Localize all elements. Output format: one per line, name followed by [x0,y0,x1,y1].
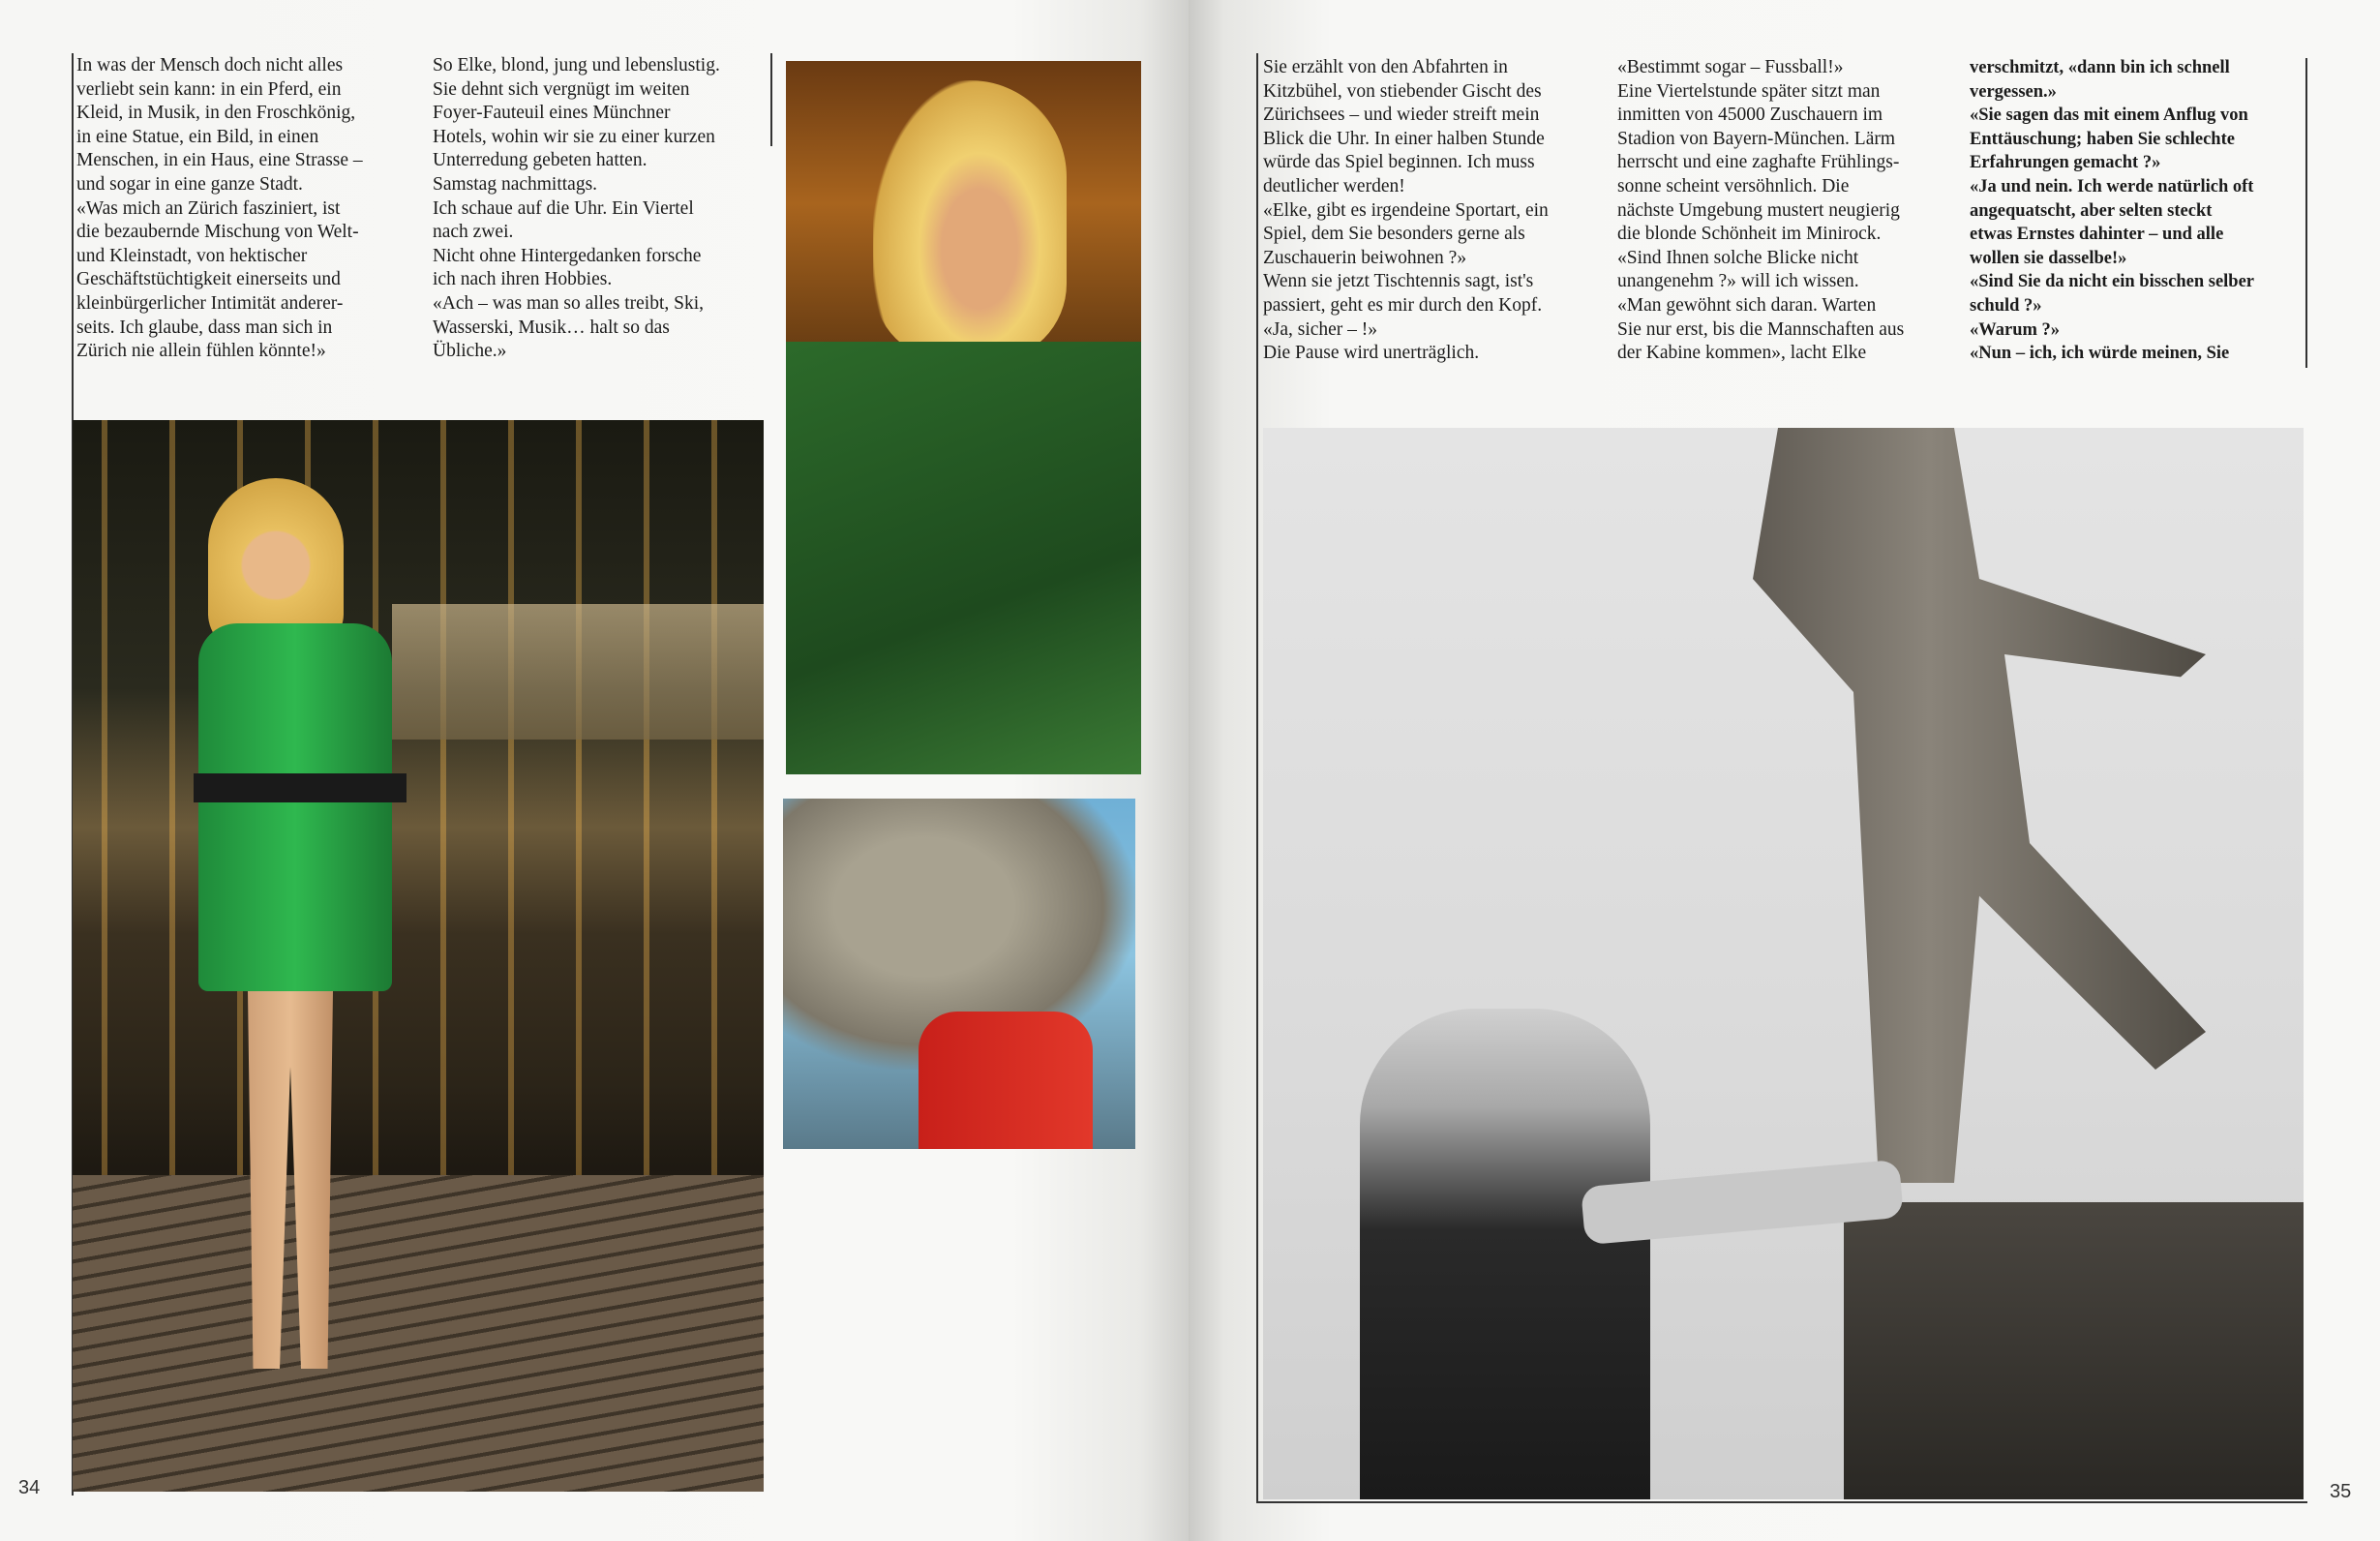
text-column [1617,56,1904,366]
text-column [76,54,363,364]
text-line: wollen sie dasselbe!» [1970,248,2127,268]
text-line: Zürichsees – und wieder streift mein [1263,105,1540,126]
text-line: Wenn sie jetzt Tischtennis sagt, ist's [1263,271,1534,292]
text-line: unangenehm ?» will ich wissen. [1617,271,1859,292]
text-line: Erfahrungen gemacht ?» [1970,153,2161,173]
text-line: «Warum ?» [1970,319,2061,340]
text-line: «Bestimmt sogar – Fussball!» [1617,57,1844,77]
text-line: Ich schaue auf die Uhr. Ein Viertel [433,197,694,219]
statue-pedestal [1844,1202,2304,1499]
text-line: «Ach – was man so alles treibt, Ski, [433,292,704,314]
text-line: Die Pause wird unerträglich. [1263,343,1480,364]
column-rule [770,53,772,146]
text-line: der Kabine kommen», lacht Elke [1617,343,1867,364]
text-line: Nicht ohne Hintergedanken forsche [433,245,702,266]
text-line: Zuschauerin beiwohnen ?» [1263,247,1467,268]
green-dress [198,623,392,991]
text-line: «Sie sagen das mit einem Anflug von [1970,106,2248,126]
text-line: die bezaubernde Mischung von Welt- [76,222,359,243]
text-line: deutlicher werden! [1263,175,1405,196]
text-line: würde das Spiel beginnen. Ich muss [1263,152,1535,173]
red-outfit [919,1012,1093,1149]
text-line: Geschäftstüchtigkeit einerseits und [76,269,341,290]
text-line: verschmitzt, «dann bin ich schnell [1970,58,2230,77]
text-line: In was der Mensch doch nicht alles [76,55,344,76]
text-line: passiert, geht es mir durch den Kopf. [1263,294,1543,316]
photo-woman-closeup [786,61,1141,774]
page-number: 34 [18,1477,41,1498]
text-line: «Ja und nein. Ich werde natürlich oft [1970,176,2254,196]
text-column [433,54,720,364]
text-line: Unterredung gebeten hatten. [433,150,648,171]
city-lights [392,604,764,740]
text-line: «Man gewöhnt sich daran. Warten [1617,294,1877,316]
text-column [1263,56,1549,366]
photo-bull-statue [783,799,1135,1149]
text-line: Eine Viertelstunde später sitzt man [1617,80,1881,102]
text-line: etwas Ernstes dahinter – und alle [1970,225,2224,245]
text-line: nach zwei. [433,222,514,243]
text-line: Sie dehnt sich vergnügt im weiten [433,78,690,100]
photo-woman-with-statue [1263,428,2304,1499]
male-statue [1728,428,2231,1183]
green-sweater [786,342,1141,774]
text-line: «Nun – ich, ich würde meinen, Sie [1970,344,2230,364]
column-rule [2305,58,2307,368]
text-line: Menschen, in ein Haus, eine Strasse – [76,150,363,171]
text-line: inmitten von 45000 Zuschauern im [1617,105,1883,126]
text-line: Stadion von Bayern-München. Lärm [1617,128,1896,149]
right-page [1189,0,2380,1541]
text-line: verliebt sein kann: in ein Pferd, ein [76,78,342,100]
text-line: Wasserski, Musik… halt so das [433,317,670,338]
text-line: Samstag nachmittags. [433,173,598,195]
text-line: Sie erzählt von den Abfahrten in [1263,57,1508,77]
text-line: herrscht und eine zaghafte Frühlings- [1617,152,1900,173]
text-line: in eine Statue, ein Bild, in einen [76,126,319,147]
left-page [0,0,1189,1541]
text-line: die blonde Schönheit im Minirock. [1617,224,1882,245]
text-line: seits. Ich glaube, dass man sich in [76,317,333,338]
text-line: angequatscht, aber selten steckt [1970,200,2213,221]
text-line: Blick die Uhr. In einer halben Stunde [1263,128,1545,149]
text-line: Foyer-Fauteuil eines Münchner [433,103,671,124]
text-line: Spiel, dem Sie besonders gerne als [1263,224,1525,245]
text-line: «Ja, sicher – !» [1263,318,1378,340]
text-line: sonne scheint versöhnlich. Die [1617,175,1850,196]
text-line: ich nach ihren Hobbies. [433,269,613,290]
photo-woman-green-dress-night [73,420,764,1492]
text-line: kleinbürgerlicher Intimität anderer- [76,292,344,314]
text-line: Kitzbühel, von stiebender Gischt des [1263,80,1542,102]
face [873,80,1067,361]
text-line: So Elke, blond, jung und lebenslustig. [433,55,720,76]
text-line: und sogar in eine ganze Stadt. [76,173,303,195]
text-line: «Elke, gibt es irgendeine Sportart, ein [1263,199,1549,221]
text-line: und Kleinstadt, von hektischer [76,245,308,266]
text-line: «Sind Sie da nicht ein bisschen selber [1970,272,2255,292]
text-line: nächste Umgebung mustert neugierig [1617,199,1900,221]
text-line: Übliche.» [433,341,507,362]
text-column [1970,56,2254,366]
text-line: Enttäuschung; haben Sie schlechte [1970,129,2235,149]
bottom-rule [1256,1501,2307,1503]
text-line: vergessen.» [1970,81,2057,102]
column-rule [1256,53,1258,1503]
text-line: «Sind Ihnen solche Blicke nicht [1617,247,1859,268]
page-number: 35 [2330,1481,2352,1502]
woman-figure [1360,1009,1650,1499]
black-belt [194,773,407,802]
text-line: schuld ?» [1970,295,2042,316]
text-line: Kleid, in Musik, in den Froschkönig, [76,103,356,124]
text-line: «Was mich an Zürich fasziniert, ist [76,197,341,219]
text-line: Hotels, wohin wir sie zu einer kurzen [433,126,715,147]
wooden-dock [73,1175,764,1492]
text-line: Zürich nie allein fühlen könnte!» [76,341,326,362]
text-line: Sie nur erst, bis die Mannschaften aus [1617,318,1905,340]
